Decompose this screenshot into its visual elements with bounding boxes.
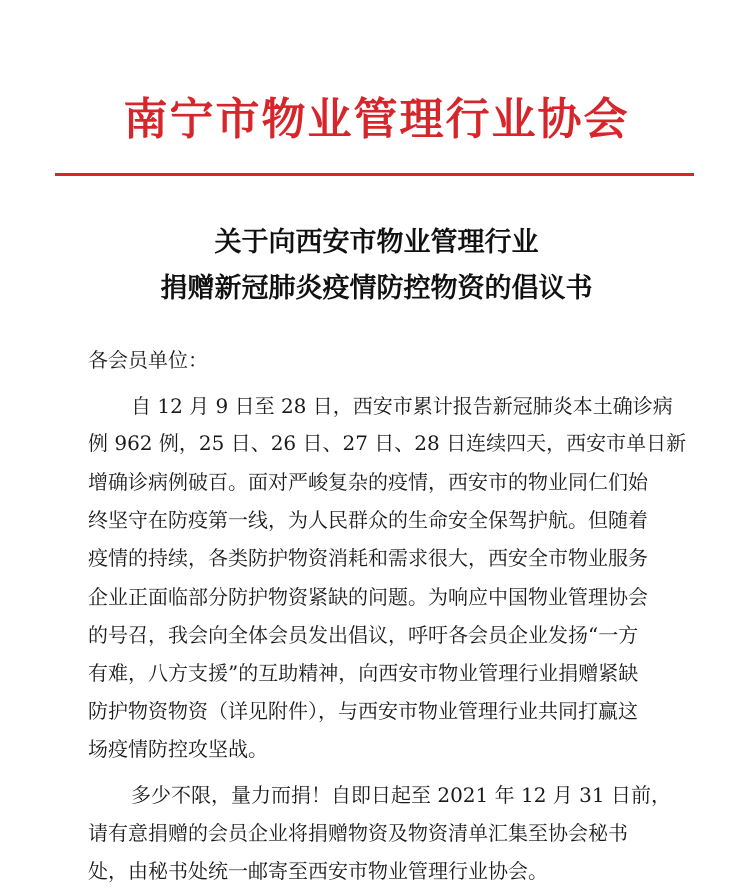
body-line: 例 962 例，25 日、26 日、27 日、28 日连续四天，西安市单日新 [88, 431, 687, 455]
body-line: 企业正面临部分防护物资紧缺的问题。为响应中国物业管理协会 [88, 585, 648, 609]
body-line: 有难，八方支援”的互助精神，向西安市物业管理行业捐赠紧缺 [88, 661, 639, 685]
document-title-line-1: 关于向西安市物业管理行业 [214, 227, 539, 258]
body-line: 请有意捐赠的会员企业将捐赠物资及物资清单汇集至协会秘书 [88, 821, 628, 845]
body-line: 自 12 月 9 日至 28 日，西安市累计报告新冠肺炎本土确诊病 [131, 394, 673, 418]
body-line: 防护物资物资（详见附件），与西安市物业管理行业共同打赢这 [88, 699, 638, 723]
salutation: 各会员单位： [88, 348, 208, 372]
body-line: 处，由秘书处统一邮寄至西安市物业管理行业协会。 [88, 859, 548, 883]
body-line: 增确诊病例破百。面对严峻复杂的疫情，西安市的物业同仁们始 [88, 470, 648, 494]
header-divider [55, 173, 694, 176]
body-line: 多少不限，量力而捐！自即日起至 2021 年 12 月 31 日前， [131, 783, 671, 807]
org-header: 南宁市物业管理行业协会 [123, 94, 630, 145]
document-title-line-2: 捐赠新冠肺炎疫情防控物资的倡议书 [160, 273, 593, 304]
body-line: 的号召，我会向全体会员发出倡议，呼吁各会员企业发扬“一方 [88, 623, 639, 647]
body-line: 场疫情防控攻坚战。 [88, 737, 268, 761]
body-line: 终坚守在防疫第一线，为人民群众的生命安全保驾护航。但随着 [88, 508, 648, 532]
body-line: 疫情的持续，各类防护物资消耗和需求很大，西安全市物业服务 [88, 546, 648, 570]
